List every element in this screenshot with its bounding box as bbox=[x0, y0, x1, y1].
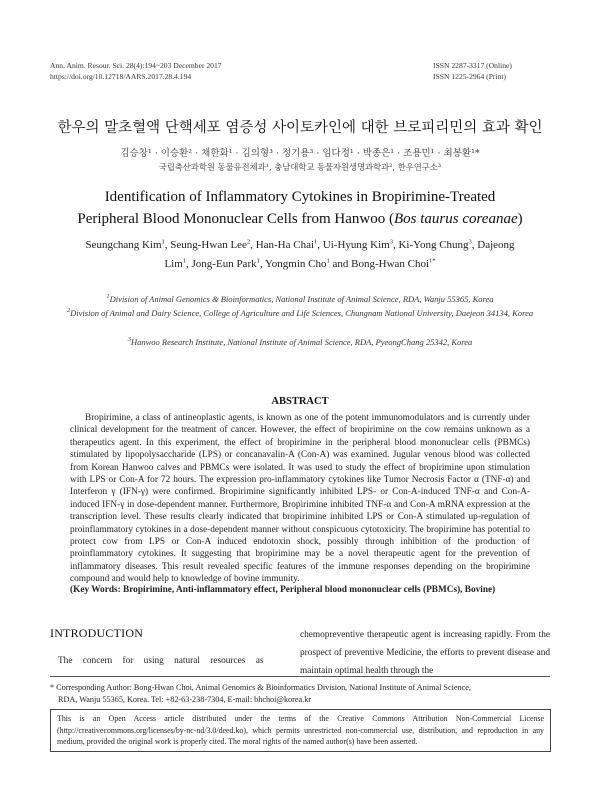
title-line-2 bbox=[40, 208, 560, 230]
korean-authors: 김승창¹ · 이승환² · 채한화¹ · 김의형³ · 정기용³ · 임다정¹ · 박종은¹ · 조용민¹ · 최봉환¹* bbox=[120, 148, 480, 159]
author-name: Seungchang Kim bbox=[85, 239, 162, 251]
issn-block bbox=[433, 60, 512, 82]
author-affiliation-marker: 1 bbox=[161, 238, 165, 246]
affiliation-3-text: Hanwoo Research Institute, National Institute of Animal Science, RDA, PyeongChang 25342, Korea bbox=[130, 337, 473, 347]
affiliation-1-marker: 1 bbox=[106, 293, 110, 301]
introduction-left-column: The concern for using natural resources as bbox=[58, 656, 264, 666]
footnote-divider bbox=[50, 676, 550, 677]
license-box: This is an Open Access article distributed under the terms of the Creative Commons Attribution Non-Commercial License (http://creativecommons.org/licenses/by-nc-nd/3.0/deed.ko), which permits unrestricted non-commercial use, distribution, and reproduction in any medium, provided the original work is properly cited. The moral rights of the named author(s) have been asserted. bbox=[50, 709, 551, 752]
affiliation-2-marker: 2 bbox=[66, 307, 71, 315]
journal-reference: Ann. Anim. Resour. Sci. 28(4):194~203 December 2017 bbox=[50, 61, 222, 70]
english-title bbox=[40, 186, 560, 230]
author-name: Dajeong bbox=[477, 239, 515, 251]
author-affiliation-marker: 1 bbox=[326, 257, 330, 265]
corresponding-author-footnote bbox=[50, 682, 550, 706]
author-name: Ki-Yong Chung bbox=[398, 239, 469, 251]
author-affiliation-marker: 1 bbox=[256, 257, 260, 265]
abstract-body bbox=[70, 412, 530, 586]
issn-print: ISSN 1225-2964 (Print) bbox=[433, 72, 506, 81]
affiliation-3-marker: 3 bbox=[127, 336, 131, 344]
author-affiliation-marker: 2 bbox=[246, 238, 251, 246]
author-name: Lim bbox=[164, 258, 183, 270]
abstract-paragraph: Bropirimine, a class of antineoplastic agents, is known as one of the potent immunomodulators and is currently under clinical development for the treatment of cancer. However, the effect of bropirimine on the cow remains unknown as a therapeutics agent. In this experiment, the effect of bropirimine in the peripheral blood mononuclear cells (PBMCs) stimulated by lipopolysaccharide (LPS) or concanavalin-A (Con-A) was examined. Jugular venous blood was collected from Korean Hanwoo calves and PBMCs were isolated. It was used to study the effect of bropirimine upon stimulation with LPS or Con-A for 72 hours. The expression pro-inflammatory cytokines like Tumor Necrosis Factor α (TNF-α) and Interferon γ (IFN-γ) were confirmed. Bropirimine significantly inhibited LPS- or Con-A-induced TNF-α and Con-A-induced IFN-γ in dose-dependent manner. Furthermore, Bropirimine inhibited TNF-α and Con-A mRNA expression at the transcription level. These results clearly indicated that bropirimine inhibited LPS or Con-A stimulated up-regulation of proinflammatory cytokines in a dose-dependent manner without conspicuous cytotoxicity. The bropirimine has potential to protect cow from LPS or Con-A induced endotoxin shock, possibly through inhibition of the production of proinflammatory cytokines. It suggesting that bropirimine may be a novel therapeutic agent for the prevention of inflammatory diseases. This result revealed specific features of the immune responses depending on the bropirimine compound and would help to knowledge of bovine immunity. bbox=[70, 413, 530, 585]
species-name: Bos taurus coreanae bbox=[394, 211, 518, 227]
author-name: Seung-Hwan Lee bbox=[170, 239, 247, 251]
abstract-heading: ABSTRACT bbox=[271, 396, 329, 407]
affiliation-2-text: Division of Animal and Dairy Science, College of Agriculture and Life Sciences, Chungnam National University, Daejeon 34134, Korea bbox=[70, 308, 534, 318]
author-name: Han-Ha Chai bbox=[255, 239, 315, 251]
footnote-line-2: RDA, Wanju 55365, Korea. Tel: +82-63-238-7304, E-mail: bhchoi@korea.kr bbox=[58, 695, 312, 704]
affiliation-3 bbox=[50, 335, 550, 349]
english-authors bbox=[40, 236, 560, 274]
key-words: (Key Words: Bropirimine, Anti-inflammatory effect, Peripheral blood mononuclear cells (PBMCs), Bovine) bbox=[70, 585, 496, 595]
journal-citation bbox=[50, 60, 222, 82]
doi-link[interactable]: https://doi.org/10.12718/AARS.2017.28.4.194 bbox=[50, 72, 192, 81]
author-affiliation-marker: 1 bbox=[314, 238, 318, 246]
author-name: and Bong-Hwan Choi bbox=[332, 258, 430, 270]
affiliation-1-text: Division of Animal Genomics & Bioinformatics, National Institute of Animal Science, RDA, Wanju 55365, Korea bbox=[109, 294, 494, 304]
author-affiliation-marker: 3 bbox=[468, 238, 472, 246]
introduction-heading: INTRODUCTION bbox=[50, 626, 144, 640]
korean-title: 한우의 말초혈액 단핵세포 염증성 사이토카인에 대한 브로피리민의 효과 확인 bbox=[57, 120, 543, 136]
title-line-2-main: Peripheral Blood Mononuclear Cells from Hanwoo ( bbox=[77, 211, 394, 227]
author-name: Yongmin Cho bbox=[264, 258, 327, 270]
affiliation-1 bbox=[50, 292, 550, 306]
affiliation-2 bbox=[50, 306, 550, 320]
author-affiliation-marker: 3 bbox=[389, 238, 393, 246]
introduction-right-column: chemopreventive therapeutic agent is increasing rapidly. From the prospect of preventive Medicine, the efforts to prevent disease and maintain optimal health through the bbox=[300, 630, 550, 676]
author-affiliation-marker: 1 bbox=[182, 257, 187, 265]
author-affiliation-marker: 1* bbox=[429, 257, 436, 265]
issn-online: ISSN 2287-3317 (Online) bbox=[433, 61, 512, 70]
authors-line-2: Lim$^1$, Jong-Eun Park$^1$, Yongmin Cho$^1$ and Bong-Hwan Choi$^{1*}$ bbox=[164, 257, 436, 270]
author-name: Ui-Hyung Kim bbox=[322, 239, 390, 251]
title-line-2-end: ) bbox=[517, 211, 523, 227]
title-line-1: Identification of Inflammatory Cytokines in Bropirimine-Treated bbox=[104, 189, 496, 205]
authors-line-1: Seungchang Kim$^1$, Seung-Hwan Lee$^2$, Han-Ha Chai$^1$, Ui-Hyung Kim$^3$, Ki-Yong Chung$^3$, Dajeong bbox=[85, 238, 515, 251]
korean-affiliation: 국립축산과학원 동물유전체과¹, 충남대학교 동물자원생명과학과², 한우연구소³ bbox=[158, 162, 442, 172]
footnote-line-1: * Corresponding Author: Bong-Hwan Choi, Animal Genomics & Bioinformatics Division, National Institute of Animal Science, bbox=[50, 683, 471, 692]
author-name: Jong-Eun Park bbox=[191, 258, 257, 270]
